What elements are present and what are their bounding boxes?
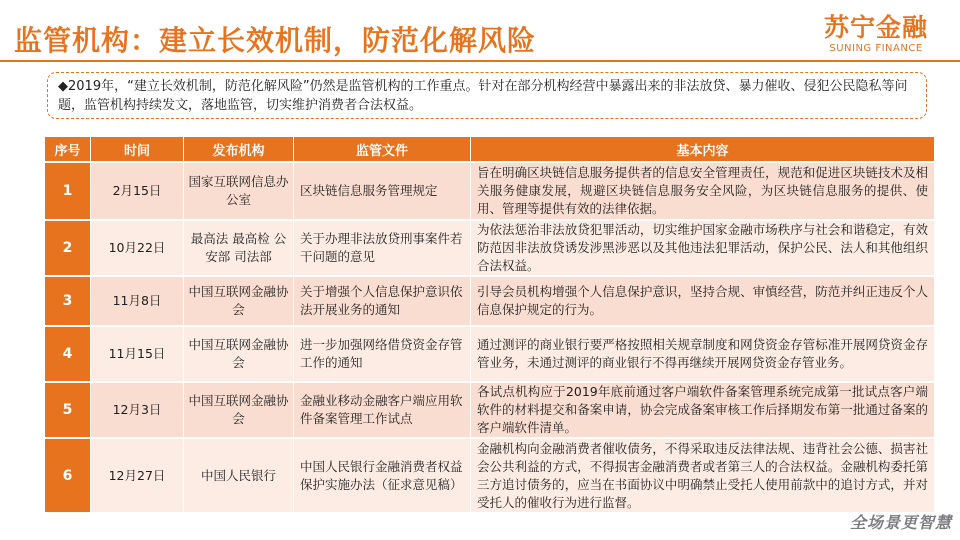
row-content: 旨在明确区块链信息服务提供者的信息安全管理责任，规范和促进区块链技术及相关服务健康发展，规避区块链信息服务安全风险，为区块链信息服务的提供、使用、管理等提供有效的法律依据。 [471,163,935,221]
row-doc: 关于办理非法放贷刑事案件若干问题的意见 [294,221,471,277]
row-doc: 区块链信息服务管理规定 [294,163,471,221]
row-date: 10月22日 [91,221,184,277]
brand-logo [816,14,936,55]
table-row [45,383,935,439]
row-org: 最高法 最高检 公安部 司法部 [184,221,294,277]
row-date: 12月3日 [91,383,184,439]
header-content: 基本内容 [471,137,935,163]
table-row [45,277,935,327]
table-header-row [45,137,935,163]
row-org: 中国互联网金融协会 [184,383,294,439]
row-number: 3 [45,277,91,327]
page-title: 监管机构：建立长效机制，防范化解风险 [14,24,537,57]
row-content: 金融机构向金融消费者催收债务，不得采取违反法律法规、违背社会公德、损害社会公共利益的方式，不得损害金融消费者或者第三人的合法权益。金融机构委托第三方追讨债务的，应当在书面协议中明确禁止受托人使用前款中的追讨方式，并对受托人的催收行为进行监督。 [471,439,935,514]
header-doc: 监管文件 [294,137,471,163]
row-org: 中国互联网金融协会 [184,327,294,383]
header-org: 发布机构 [184,137,294,163]
row-date: 11月15日 [91,327,184,383]
regulation-table [45,137,935,514]
table-row [45,439,935,514]
row-content: 各试点机构应于2019年底前通过客户端软件备案管理系统完成第一批试点客户端软件的材料提交和备案申请，协会完成备案审核工作后择期发布第一批通过备案的客户端软件清单。 [471,383,935,439]
brand-name-en: SUNING FINANCE [829,43,923,54]
row-date: 12月27日 [91,439,184,514]
row-org: 中国人民银行 [184,439,294,514]
row-doc: 进一步加强网络借贷资金存管工作的通知 [294,327,471,383]
row-doc: 金融业移动金融客户端应用软件备案管理工作试点 [294,383,471,439]
table-row [45,163,935,221]
footer-slogan: 全场景更智慧 [849,513,952,532]
intro-box [47,72,927,119]
row-content: 为依法惩治非法放贷犯罪活动，切实维护国家金融市场秩序与社会和谐稳定，有效防范因非法放贷诱发涉黑涉恶以及其他违法犯罪活动，保护公民、法人和其他组织合法权益。 [471,221,935,277]
header-date: 时间 [91,137,184,163]
brand-name-cn: 苏宁金融 [823,13,928,42]
row-content: 引导会员机构增强个人信息保护意识，坚持合规、审慎经营，防范并纠正违反个人信息保护规定的行为。 [471,277,935,327]
row-doc: 中国人民银行金融消费者权益保护实施办法（征求意见稿） [294,439,471,514]
row-number: 6 [45,439,91,514]
row-number: 4 [45,327,91,383]
row-number: 1 [45,163,91,221]
header-no: 序号 [45,137,91,163]
row-content: 通过测评的商业银行要严格按照相关规章制度和网贷资金存管标准开展网贷资金存管业务，未通过测评的商业银行不得再继续开展网贷资金存管业务。 [471,327,935,383]
table-row [45,221,935,277]
row-date: 2月15日 [91,163,184,221]
row-date: 11月8日 [91,277,184,327]
row-org: 国家互联网信息办公室 [184,163,294,221]
row-org: 中国互联网金融协会 [184,277,294,327]
row-number: 2 [45,221,91,277]
diamond-bullet-icon: ◆ [58,79,68,94]
intro-text: 2019年，“建立长效机制，防范化解风险”仍然是监管机构的工作重点。针对在部分机构经营中暴露出来的非法放贷、暴力催收、侵犯公民隐私等问题，监管机构持续发文，落地监管，切实维护消费者合法权益。 [58,79,908,113]
table-row [45,327,935,383]
row-number: 5 [45,383,91,439]
row-doc: 关于增强个人信息保护意识依法开展业务的通知 [294,277,471,327]
header-divider [0,60,960,62]
